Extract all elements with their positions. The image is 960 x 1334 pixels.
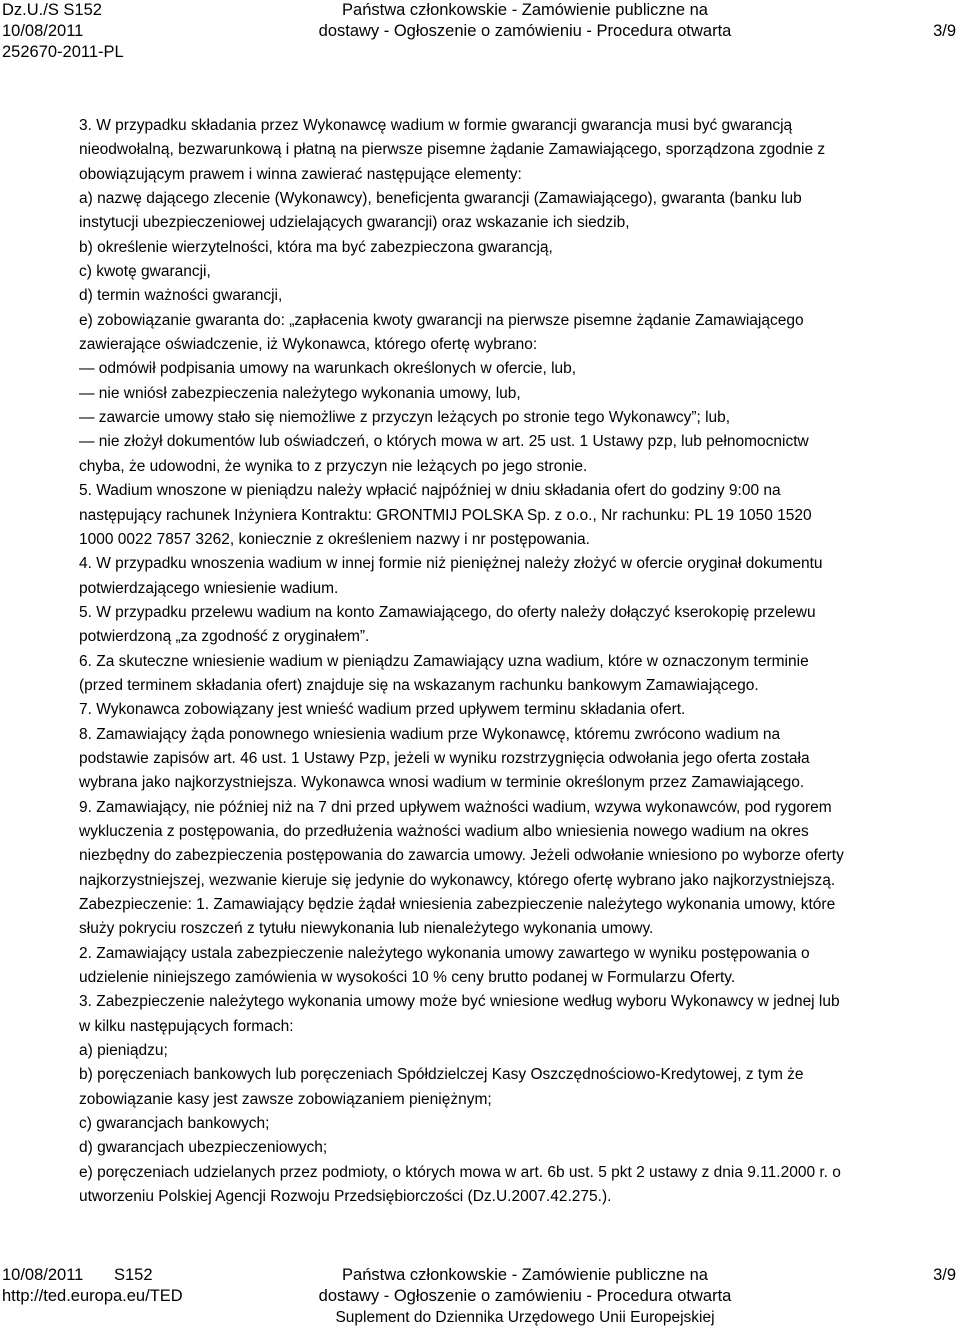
header-title-line-2: dostawy - Ogłoszenie o zamówieniu - Procedura otwarta: [318, 22, 732, 40]
text-line: a) pieniądzu;: [79, 1042, 168, 1060]
text-line: potwierdzoną „za zgodność z oryginałem”.: [79, 628, 370, 646]
text-line: zawierające oświadczenie, iż Wykonawca, którego ofertę wybrano:: [79, 336, 538, 354]
text-line: w kilku następujących formach:: [79, 1017, 294, 1035]
footer-supplement-title: Suplement do Dziennika Urzędowego Unii Europejskiej: [335, 1309, 715, 1326]
text-line: obowiązującym prawem i winna zawierać następujące elementy:: [79, 165, 522, 183]
footer-date: 10/08/2011: [2, 1266, 84, 1284]
text-line: — odmówił podpisania umowy na warunkach określonych w ofercie, lub,: [79, 360, 577, 378]
footer-page-number: 3/9: [933, 1266, 956, 1284]
text-line: 2. Zamawiający ustala zabezpieczenie należytego wykonania umowy zawartego w wyniku postępowania o: [79, 944, 810, 962]
footer-reference: [2, 1265, 183, 1307]
text-line: (przed terminem składania ofert) znajduje się na wskazanym rachunku bankowym Zamawiającego.: [79, 676, 759, 694]
text-line: — nie wniósł zabezpieczenia należytego wykonania umowy, lub,: [79, 384, 521, 402]
text-line: udzielenie niniejszego zamówienia w wysokości 10 % ceny brutto podanej w Formularzu Oferty.: [79, 969, 736, 987]
text-line: zobowiązanie kasy jest zawsze zobowiązaniem pieniężnym;: [79, 1090, 492, 1108]
text-line: d) gwarancjach ubezpieczeniowych;: [79, 1139, 328, 1157]
text-line: — zawarcie umowy stało się niemożliwe z przyczyn leżących po stronie tego Wykonawcy”; lub,: [79, 409, 731, 427]
footer-title-line-2: dostawy - Ogłoszenie o zamówieniu - Procedura otwarta: [318, 1287, 732, 1305]
text-line: 3. W przypadku składania przez Wykonawcę wadium w formie gwarancji gwarancja musi być gwarancją: [79, 117, 793, 134]
text-line: instytucji ubezpieczeniowej udzielających gwarancji) oraz wskazanie ich siedzib,: [79, 214, 630, 232]
text-line: najkorzystniejszej, wezwanie kieruje się jedynie do wykonawcy, którego ofertę wybrano jako najkorzystniejszą.: [79, 871, 836, 889]
text-line: c) kwotę gwarancji,: [79, 263, 211, 281]
text-line: podstawie zapisów art. 46 ust. 1 Ustawy Pzp, jeżeli w wyniku rozstrzygnięcia odwołania jego oferta została: [79, 749, 810, 767]
text-line: e) poręczeniach udzielanych przez podmioty, o których mowa w art. 6b ust. 5 pkt 2 ustawy z dnia 9.11.2000 r. o: [79, 1163, 841, 1181]
document-body: [79, 114, 955, 1209]
text-line: b) poręczeniach bankowych lub poręczeniach Spółdzielczej Kasy Oszczędnościowo-Kredytowej, z tym że: [79, 1066, 804, 1084]
text-line: nieodwołalną, bezwarunkową i płatną na pierwsze pisemne żądanie Zamawiającego, sporządzona zgodnie z: [79, 141, 826, 159]
header-page-number: 3/9: [933, 22, 956, 40]
footer-title: [300, 1265, 750, 1328]
text-line: b) określenie wierzytelności, która ma być zabezpieczona gwarancją,: [79, 238, 553, 256]
publication-date: 10/08/2011: [2, 22, 84, 40]
text-line: wykluczenia z postępowania, do przedłużenia ważności wadium albo wniesienia nowego wadium na okres: [79, 822, 809, 840]
text-line: — nie złożył dokumentów lub oświadczeń, o których mowa w art. 25 ust. 1 Ustawy pzp, lub pełnomocnictw: [79, 433, 809, 451]
text-line: 3. Zabezpieczenie należytego wykonania umowy może być wniesione według wyboru Wykonawcy w jednej lub: [79, 993, 840, 1011]
header-title: [300, 0, 750, 42]
header-title-line-1: Państwa członkowskie - Zamówienie publiczne na: [342, 1, 708, 19]
text-line: utworzeniu Polskiej Agencji Rozwoju Przedsiębiorczości (Dz.U.2007.42.275.).: [79, 1188, 612, 1206]
text-line: 4. W przypadku wnoszenia wadium w innej formie niż pieniężnej należy złożyć w ofercie oryginał dokumentu: [79, 555, 823, 573]
text-line: c) gwarancjach bankowych;: [79, 1115, 270, 1133]
text-line: służy pokryciu roszczeń z tytułu niewykonania lub nienależytego wykonania umowy.: [79, 920, 654, 938]
text-line: 6. Za skuteczne wniesienie wadium w pieniądzu Zamawiający uzna wadium, które w oznaczonym terminie: [79, 652, 809, 670]
text-line: 5. W przypadku przelewu wadium na konto Zamawiającego, do oferty należy dołączyć kserokopię przelewu: [79, 603, 816, 621]
text-line: Zabezpieczenie: 1. Zamawiający będzie żądał wniesienia zabezpieczenie należytego wykonania umowy, które: [79, 896, 836, 913]
footer-issue: [2, 1265, 183, 1286]
journal-reference: Dz.U./S S152: [2, 1, 102, 19]
text-line: wybrana jako najkorzystniejsza. Wykonawca wnosi wadium w terminie określonym przez Zamawiającego.: [79, 774, 805, 792]
text-line: niezbędny do zabezpieczenia postępowania do zawarcia umowy. Jeżeli odwołanie wniesiono po wyborze oferty: [79, 847, 844, 865]
footer-code: S152: [114, 1266, 153, 1284]
text-line: 1000 0022 7857 3262, koniecznie z określeniem nazwy i nr postępowania.: [79, 530, 590, 548]
text-line: potwierdzającego wniesienie wadium.: [79, 579, 339, 597]
text-line: 7. Wykonawca zobowiązany jest wnieść wadium przed upływem terminu składania ofert.: [79, 701, 686, 719]
text-line: a) nazwę dającego zlecenie (Wykonawcy), beneficjenta gwarancji (Zamawiającego), gwaranta (banku lub: [79, 190, 802, 208]
notice-number: 252670-2011-PL: [2, 43, 124, 61]
text-line: e) zobowiązanie gwaranta do: „zapłacenia kwoty gwarancji na pierwsze pisemne żądanie Zamawiającego: [79, 311, 804, 329]
footer-url[interactable]: http://ted.europa.eu/TED: [2, 1287, 183, 1305]
text-line: 9. Zamawiający, nie później niż na 7 dni przed upływem ważności wadium, wzywa wykonawców, pod rygorem: [79, 798, 832, 816]
text-line: d) termin ważności gwarancji,: [79, 287, 283, 305]
header-reference: [2, 0, 124, 63]
text-line: 8. Zamawiający żąda ponownego wniesienia wadium prze Wykonawcę, któremu zwrócono wadium na: [79, 725, 781, 743]
text-line: następujący rachunek Inżyniera Kontraktu: GRONTMIJ POLSKA Sp. z o.o., Nr rachunku: PL 19 1050 1520: [79, 506, 812, 524]
text-line: chyba, że udowodni, że wynika to z przyczyn nie leżących po jego stronie.: [79, 457, 588, 475]
text-line: 5. Wadium wnoszone w pieniądzu należy wpłacić najpóźniej w dniu składania ofert do godziny 9:00 na: [79, 482, 781, 500]
footer-title-line-1: Państwa członkowskie - Zamówienie publiczne na: [342, 1266, 708, 1284]
